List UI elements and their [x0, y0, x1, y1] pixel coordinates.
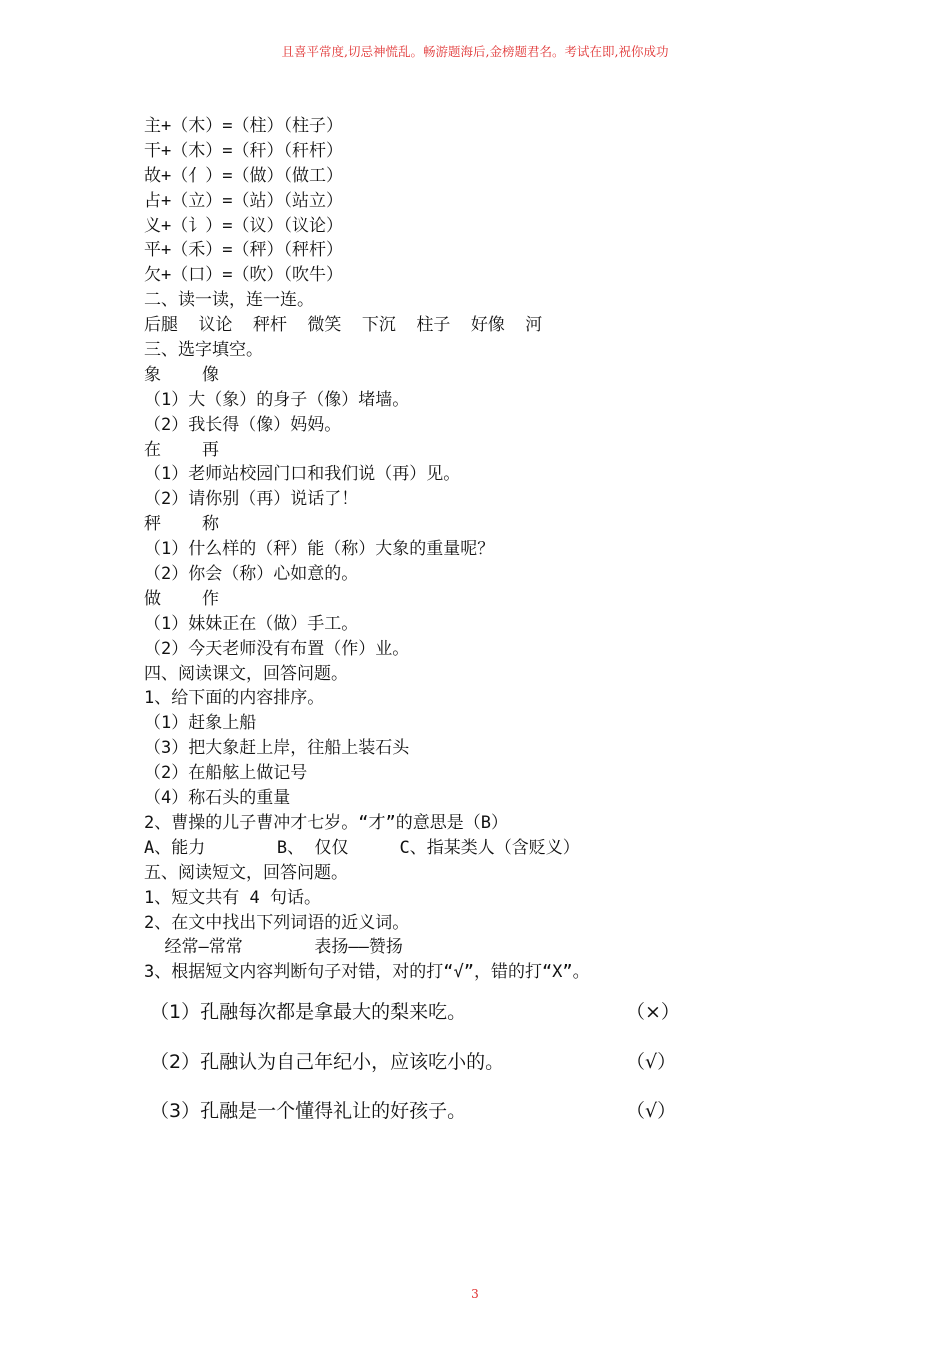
judgment-mark: （×）	[626, 1001, 680, 1023]
character-pair: 做 作	[144, 588, 219, 609]
question: 1、短文共有 4 句话。	[144, 887, 321, 908]
worksheet-content	[144, 114, 864, 985]
section-heading: 五、阅读短文，回答问题。	[144, 862, 348, 883]
text-line: 主+（木）=（柱）（柱子）	[144, 116, 343, 136]
text-line: （2）你会（称）心如意的。	[144, 564, 359, 585]
section-heading: 二、读一读，连一连。	[144, 290, 314, 311]
judgment-statement: （1）孔融每次都是拿最大的梨来吃。	[150, 1001, 467, 1023]
text-line: （2）我长得（像）妈妈。	[144, 414, 342, 435]
text-line: （1）什么样的（秤）能（称）大象的重量呢？	[144, 539, 495, 560]
judgment-statement: （2）孔融认为自己年纪小，应该吃小的。	[150, 1051, 505, 1073]
answer-options: A、能力 B、 仅仅 C、指某类人（含贬义）	[144, 837, 580, 858]
text-line: （1）大（象）的身子（像）堵墙。	[144, 389, 410, 410]
text-line: 平+（禾）=（秤）（秤杆）	[144, 240, 343, 261]
text-line: （2）在船舷上做记号	[144, 763, 308, 784]
text-line: （1）老师站校园门口和我们说（再）见。	[144, 464, 461, 485]
question: 1、给下面的内容排序。	[144, 688, 325, 709]
question: 3、根据短文内容判断句子对错，对的打“√”，错的打“X”。	[144, 962, 590, 983]
text-line: （3）把大象赶上岸，往船上装石头	[144, 738, 410, 759]
text-line: 占+（立）=（站）（站立）	[144, 190, 343, 211]
question: 2、曹操的儿子曹冲才七岁。“才”的意思是（B）	[144, 812, 508, 833]
text-line: 故+（亻）=（做）（做工）	[144, 165, 343, 186]
character-pair: 象 像	[144, 364, 219, 385]
text-line: 义+（讠）=（议）（议论）	[144, 215, 343, 236]
text-line: （1）妹妹正在（做）手工。	[144, 613, 359, 634]
character-pair: 在 再	[144, 439, 219, 460]
page-number: 3	[471, 1287, 479, 1301]
judgment-mark: （√）	[626, 1051, 677, 1073]
judgment-item	[150, 1096, 690, 1126]
judgment-statement: （3）孔融是一个懂得礼让的好孩子。	[150, 1100, 467, 1122]
judgment-item	[150, 997, 690, 1027]
text-line: （1）赶象上船	[144, 713, 257, 734]
page-header-motto: 且喜平常度,切忌神慌乱。畅游题海后,金榜题君名。考试在即,祝你成功	[281, 44, 669, 59]
judgment-item	[150, 1047, 690, 1077]
question: 2、在文中找出下列词语的近义词。	[144, 912, 410, 933]
section-heading: 三、选字填空。	[144, 340, 263, 361]
text-line: （2）请你别（再）说话了！	[144, 489, 359, 510]
text-line: （4）称石头的重量	[144, 788, 291, 809]
text-line: 欠+（口）=（吹）（吹牛）	[144, 265, 343, 286]
section-heading: 四、阅读课文，回答问题。	[144, 663, 348, 684]
text-line: 干+（木）=（秆）（秆杆）	[144, 140, 343, 161]
synonym-pairs: 经常—常常 表扬——赞扬	[144, 937, 403, 958]
character-pair: 秤 称	[144, 514, 219, 535]
judgment-mark: （√）	[626, 1100, 677, 1122]
text-line: （2）今天老师没有布置（作）业。	[144, 638, 410, 659]
word-list: 后腿 议论 秤杆 微笑 下沉 柱子 好像 河	[144, 315, 543, 336]
